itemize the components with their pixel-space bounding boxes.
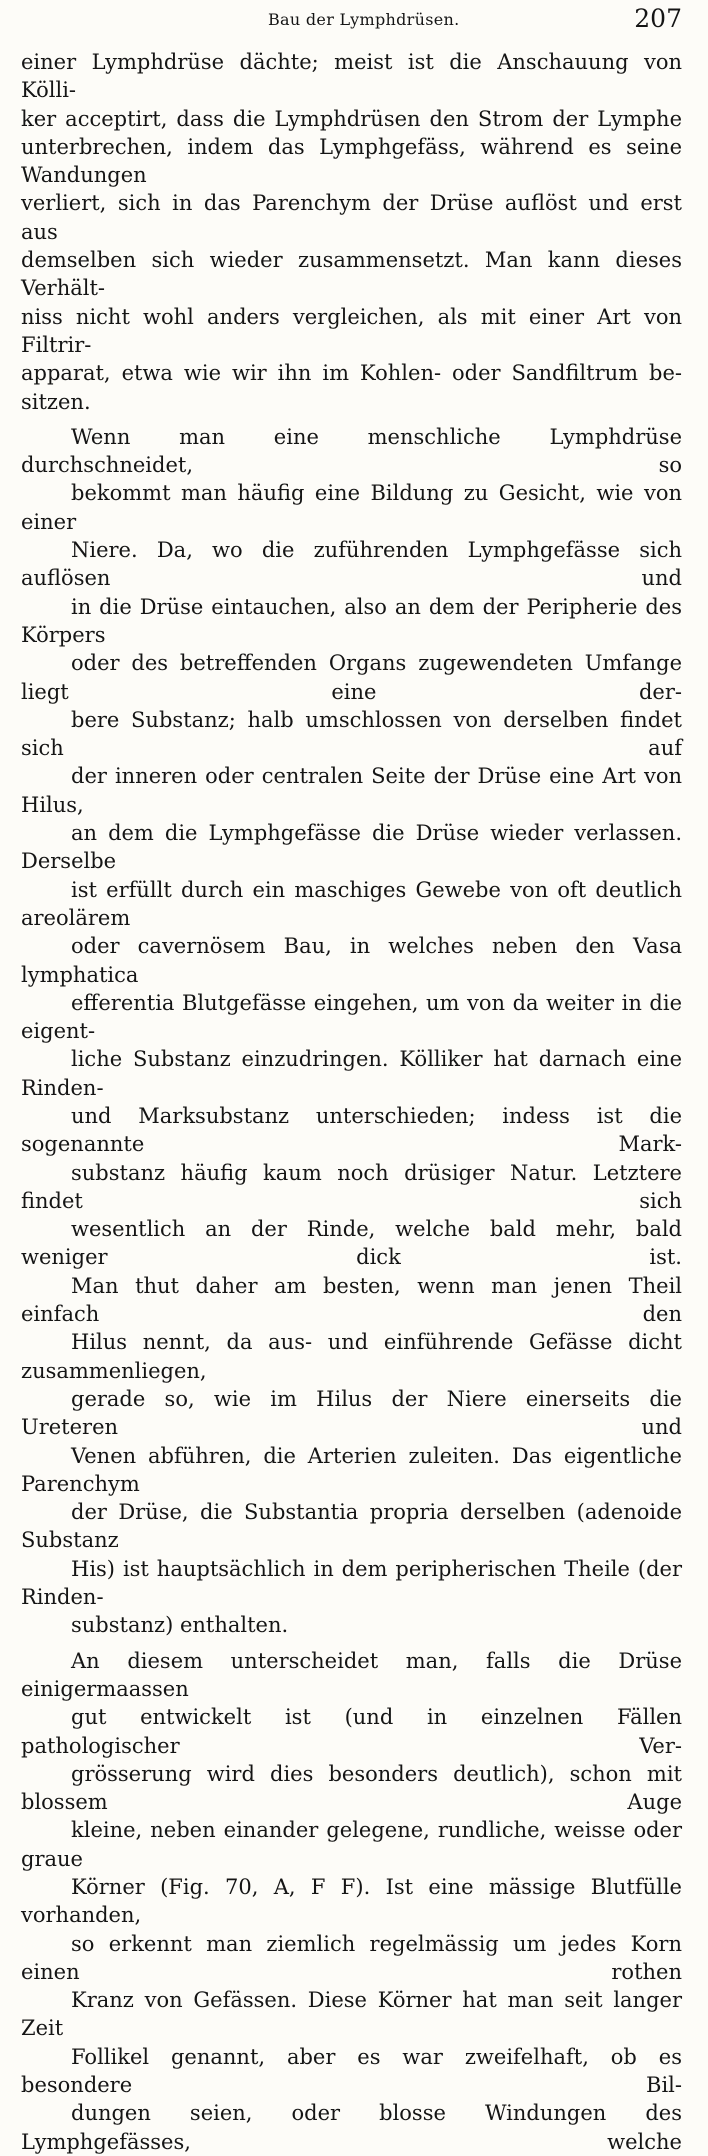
text-line: Kranz von Gefässen. Diese Körner hat man seit langer Zeit	[21, 1988, 682, 2041]
page-header	[0, 4, 708, 40]
running-title: Bau der Lymphdrüsen.	[268, 10, 460, 29]
text-line: sitzen.	[21, 389, 91, 414]
text-line: Wenn man eine menschliche Lymphdrüse durchschneidet, so	[21, 424, 682, 478]
text-line: in die Drüse eintauchen, also an dem der Peripherie des Körpers	[21, 594, 682, 647]
text-line: Hilus nennt, da aus- und einführende Gefässe dicht zusammenliegen,	[21, 1330, 682, 1383]
text-line: dungen seien, oder blosse Windungen des Lymphgefässes, welche	[21, 2101, 682, 2154]
text-line: grösserung wird dies besonders deutlich), schon mit blossem Auge	[21, 1761, 682, 1815]
paragraph-2	[21, 423, 682, 1640]
paragraph-1	[21, 48, 682, 416]
page-number: 207	[634, 4, 682, 33]
text-line: bekommt man häufig eine Bildung zu Gesicht, wie von einer	[21, 481, 682, 534]
text-line: Follikel genannt, aber es war zweifelhaft, ob es besondere Bil-	[21, 2044, 682, 2098]
text-line: substanz) enthalten.	[71, 1613, 289, 1638]
text-line: verliert, sich in das Parenchym der Drüse auflöst und erst aus	[21, 191, 682, 244]
text-line: niss nicht wohl anders vergleichen, als mit einer Art von Filtrir-	[21, 304, 682, 357]
text-line: substanz häufig kaum noch drüsiger Natur. Letztere findet sich	[21, 1160, 682, 1213]
text-line: gerade so, wie im Hilus der Niere einerseits die Ureteren und	[21, 1386, 682, 1440]
text-line: der Drüse, die Substantia propria derselben (adenoide Substanz	[21, 1500, 682, 1553]
text-line: und Marksubstanz unterschieden; indess ist die sogenannte Mark-	[21, 1103, 682, 1157]
text-line: bere Substanz; halb umschlossen von derselben findet sich auf	[21, 707, 682, 761]
text-line: An diesem unterscheidet man, falls die Drüse einigermaassen	[21, 1648, 682, 1701]
text-line: gut entwickelt ist (und in einzelnen Fällen pathologischer Ver-	[21, 1705, 682, 1758]
text-line: kleine, neben einander gelegene, rundliche, weisse oder graue	[21, 1818, 682, 1871]
text-line: liche Substanz einzudringen. Kölliker hat darnach eine Rinden-	[21, 1047, 682, 1100]
text-line: oder cavernösem Bau, in welches neben den Vasa lymphatica	[21, 934, 682, 987]
text-line: Man thut daher am besten, wenn man jenen Theil einfach den	[21, 1273, 682, 1327]
text-line: demselben sich wieder zusammensetzt. Man kann dieses Verhält-	[21, 248, 682, 301]
text-line: Venen abführen, die Arterien zuleiten. Das eigentliche Parenchym	[21, 1443, 682, 1496]
text-line: unterbrechen, indem das Lymphgefäss, während es seine Wandungen	[21, 134, 682, 188]
text-line: efferentia Blutgefässe eingehen, um von da weiter in die eigent-	[21, 990, 682, 1044]
text-line: oder des betreffenden Organs zugewendeten Umfange liegt eine der-	[21, 651, 682, 704]
text-line: Niere. Da, wo die zuführenden Lymphgefässe sich auflösen und	[21, 538, 682, 591]
text-line: wesentlich an der Rinde, welche bald mehr, bald weniger dick ist.	[21, 1217, 682, 1270]
body-text	[21, 48, 682, 2156]
text-line: ker acceptirt, dass die Lymphdrüsen den Strom der Lymphe	[21, 106, 682, 131]
text-line: His) ist hauptsächlich in dem peripherischen Theile (der Rinden-	[21, 1556, 682, 1610]
text-line: der inneren oder centralen Seite der Drüse eine Art von Hilus,	[21, 764, 682, 817]
text-line: ist erfüllt durch ein maschiges Gewebe von oft deutlich areolärem	[21, 877, 682, 930]
text-line: so erkennt man ziemlich regelmässig um jedes Korn einen rothen	[21, 1931, 682, 1984]
text-line: Körner (Fig. 70, A, F F). Ist eine mässige Blutfülle vorhanden,	[21, 1875, 682, 1928]
text-line: einer Lymphdrüse dächte; meist ist die Anschauung von Kölli-	[21, 50, 682, 103]
text-line: an dem die Lymphgefässe die Drüse wieder verlassen. Derselbe	[21, 821, 682, 874]
text-line: apparat, etwa wie wir ihn im Kohlen- oder Sandfiltrum be-	[21, 361, 682, 386]
paragraph-3	[21, 1647, 682, 2156]
